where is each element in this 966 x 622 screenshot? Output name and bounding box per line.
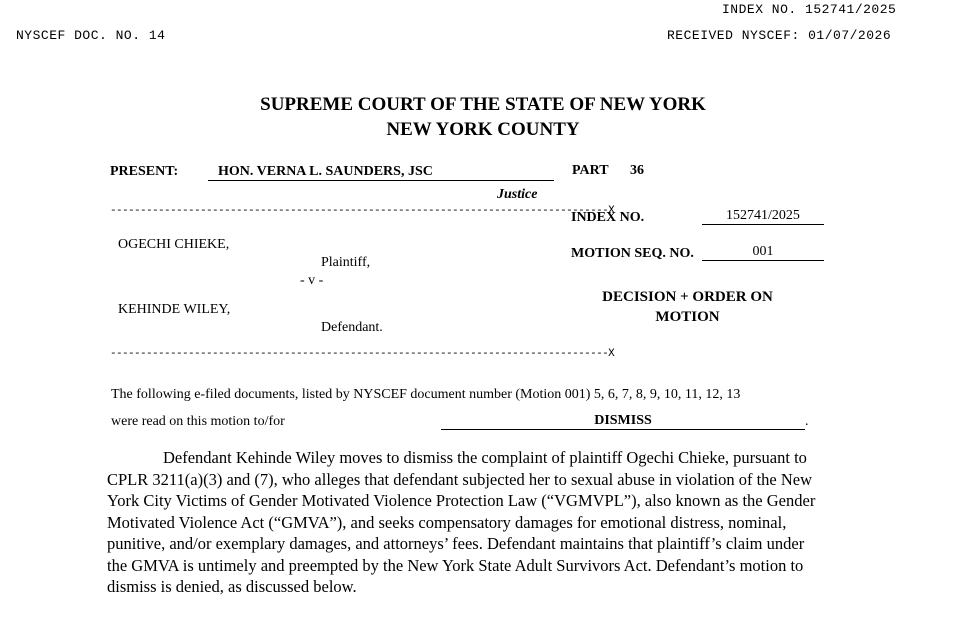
index-no-value: 152741/2025 (702, 208, 824, 225)
received-stamp: RECEIVED NYSCEF: 01/07/2026 (667, 28, 892, 43)
court-title-line2: NEW YORK COUNTY (386, 119, 580, 140)
decision-body-paragraph: Defendant Kehinde Wiley moves to dismiss the complaint of plaintiff Ogechi Chieke, pursuant to CPLR 3211(a)(3) and (7), who alleges that defendant subjected her to sexual abuse in violation of the New York City Victims of Gender Motivated Violence Protection Law (“VGMVPL”), also known as the Gender Motivated Violence Act (“GMVA”), and seeks compensatory damages for emotional distress, nominal, punitive, and/or exemplary damages, and attorneys’ fees. Defendant maintains that plaintiff’s claim under the GMVA is untimely and preempted by the New York State Adult Survivors Act. Defendant’s motion to dismiss is denied, as discussed below. (107, 448, 816, 596)
part-label: PART (572, 163, 609, 178)
justice-label: Justice (497, 187, 538, 202)
part-number: 36 (630, 163, 644, 178)
index-no-label: INDEX NO. (571, 210, 645, 225)
caption-separator-top: -----------------------------------------------------------------------------------X (110, 205, 615, 217)
index-number-stamp: INDEX NO. 152741/2025 (722, 2, 897, 17)
plaintiff-name: OGECHI CHIEKE, (118, 237, 230, 252)
motion-seq-label: MOTION SEQ. NO. (571, 246, 694, 261)
decision-title-line1: DECISION + ORDER ON (602, 289, 773, 305)
nyscef-doc-number: NYSCEF DOC. NO. 14 (16, 28, 166, 43)
plaintiff-role: Plaintiff, (321, 255, 371, 270)
versus: - v - (300, 273, 324, 288)
caption-separator-bottom: -----------------------------------------------------------------------------------X (110, 348, 615, 360)
decision-title-line2: MOTION (655, 309, 720, 325)
efiled-documents-line: The following e-filed documents, listed by NYSCEF document number (Motion 001) 5, 6, 7, 8, 9, 10, 11, 12, 13 (111, 387, 741, 402)
motion-for-period: . (805, 414, 809, 429)
motion-seq-value: 001 (702, 244, 824, 261)
defendant-name: KEHINDE WILEY, (118, 302, 231, 317)
motion-for-value: DISMISS (441, 413, 805, 430)
judge-name: HON. VERNA L. SAUNDERS, JSC (208, 164, 554, 181)
court-title-line1: SUPREME COURT OF THE STATE OF NEW YORK (260, 94, 706, 115)
defendant-role: Defendant. (321, 320, 383, 335)
present-label: PRESENT: (110, 164, 179, 179)
efiled-motion-prefix: were read on this motion to/for (111, 414, 285, 429)
